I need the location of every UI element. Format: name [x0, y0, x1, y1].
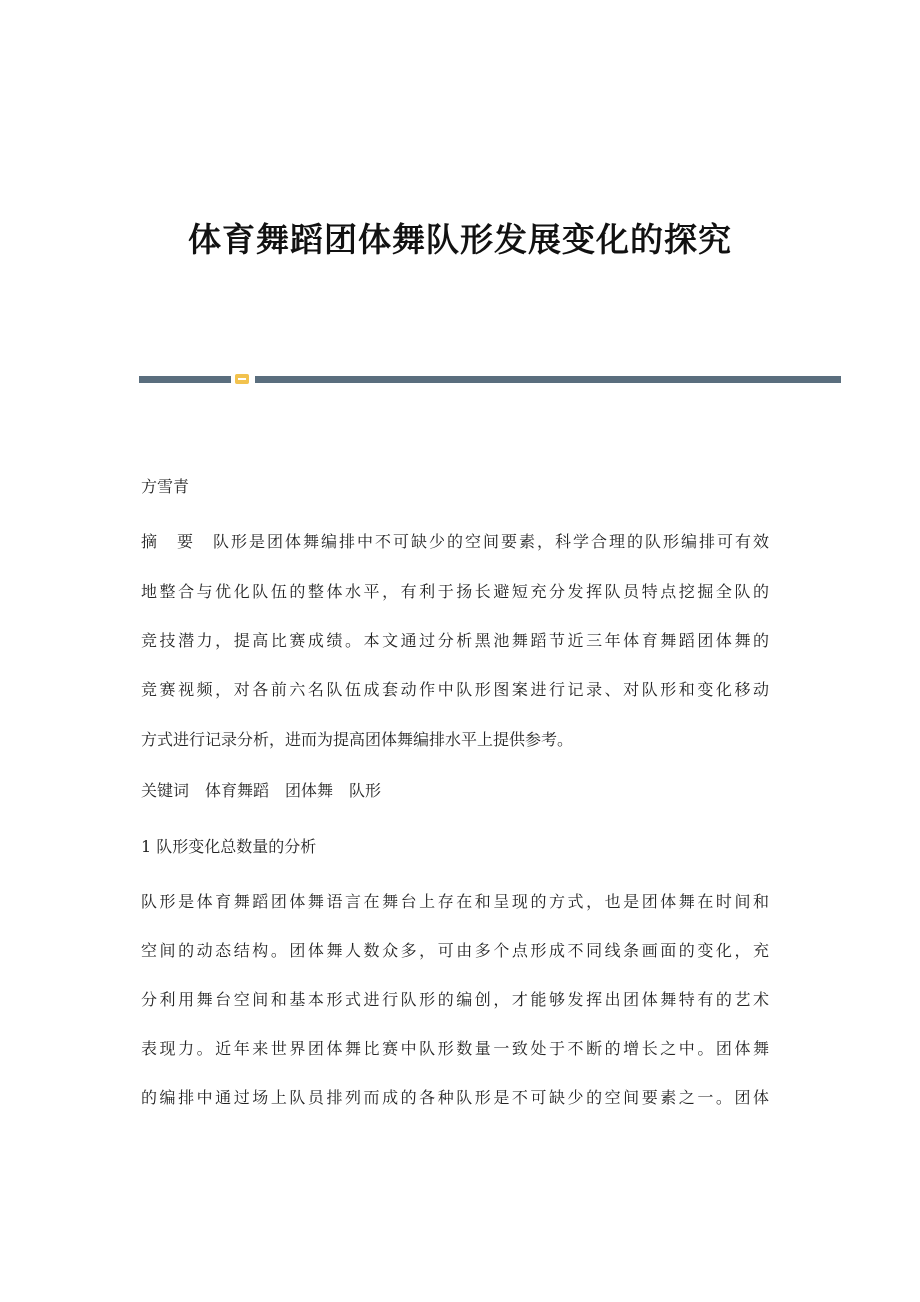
- abstract-line: 竞技潜力，提高比赛成绩。本文通过分析黑池舞蹈节近三年体育舞蹈团体舞的: [141, 631, 769, 650]
- body-paragraph-line: 表现力。近年来世界团体舞比赛中队形数量一致处于不断的增长之中。团体舞: [141, 1039, 769, 1058]
- body-paragraph-line: 分利用舞台空间和基本形式进行队形的编创，才能够发挥出团体舞特有的艺术: [141, 990, 769, 1009]
- divider-ornament-icon: [235, 374, 249, 384]
- abstract-line: 摘 要 队形是团体舞编排中不可缺少的空间要素，科学合理的队形编排可有效: [141, 532, 769, 551]
- keywords: 关键词 体育舞蹈 团体舞 队形: [141, 781, 382, 800]
- abstract-line: 竞赛视频，对各前六名队伍成套动作中队形图案进行记录、对队形和变化移动: [141, 680, 769, 699]
- abstract-line: 方式进行记录分析，进而为提高团体舞编排水平上提供参考。: [141, 730, 574, 749]
- paper-title: 体育舞蹈团体舞队形发展变化的探究: [188, 220, 732, 259]
- divider-bar-left: [139, 376, 231, 383]
- body-paragraph-line: 空间的动态结构。团体舞人数众多，可由多个点形成不同线条画面的变化，充: [141, 941, 769, 960]
- section-heading: 1 队形变化总数量的分析: [141, 837, 317, 856]
- abstract-line: 地整合与优化队伍的整体水平，有利于扬长避短充分发挥队员特点挖掘全队的: [141, 582, 769, 601]
- divider-bar-right: [255, 376, 841, 383]
- body-paragraph-line: 的编排中通过场上队员排列而成的各种队形是不可缺少的空间要素之一。团体: [141, 1088, 769, 1107]
- author-name: 方雪青: [141, 477, 190, 496]
- title-divider: [139, 374, 841, 384]
- body-paragraph-line: 队形是体育舞蹈团体舞语言在舞台上存在和呈现的方式，也是团体舞在时间和: [141, 892, 769, 911]
